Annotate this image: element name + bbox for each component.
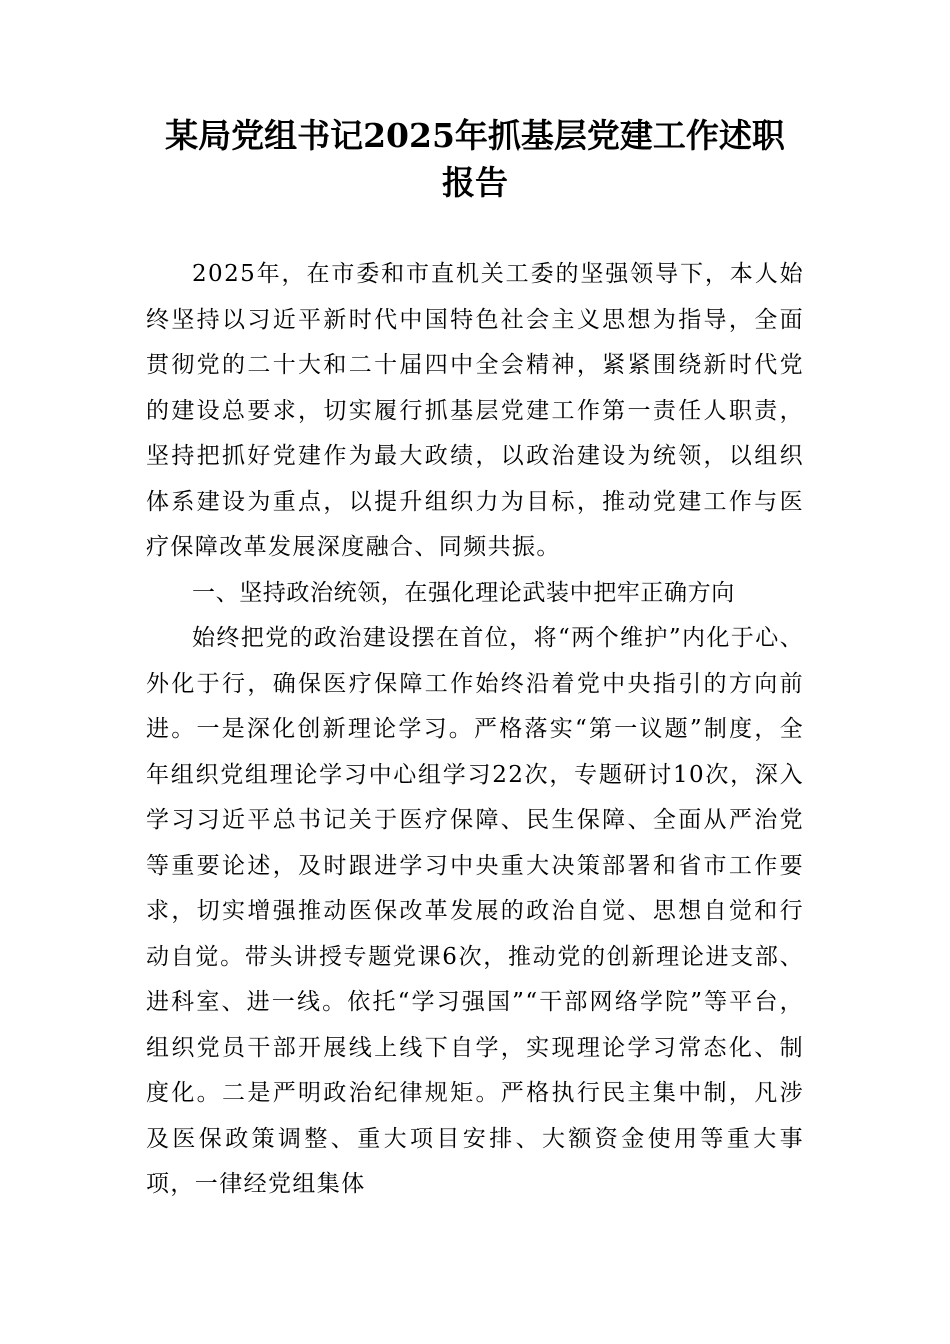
document-body — [146, 252, 804, 1208]
section-1-paragraph: 始终把党的政治建设摆在首位，将“两个维护”内化于心、外化于行，确保医疗保障工作始终沿着党中央指引的方向前进。一是深化创新理论学习。严格落实“第一议题”制度，全年组织党组理论学习中心组学习22次，专题研讨10次，深入学习习近平总书记关于医疗保障、民生保障、全面从严治党等重要论述，及时跟进学习中央重大决策部署和省市工作要求，切实增强推动医保改革发展的政治自觉、思想自觉和行动自觉。带头讲授专题党课6次，推动党的创新理论进支部、进科室、进一线。依托“学习强国”“干部网络学院”等平台，组织党员干部开展线上线下自学，实现理论学习常态化、制度化。二是严明政治纪律规矩。严格执行民主集中制，凡涉及医保政策调整、重大项目安排、大额资金使用等重大事项，一律经党组集体 — [146, 625, 804, 1197]
document-title — [140, 112, 810, 206]
intro-paragraph: 2025年，在市委和市直机关工委的坚强领导下，本人始终坚持以习近平新时代中国特色社会主义思想为指导，全面贯彻党的二十大和二十届四中全会精神，紧紧围绕新时代党的建设总要求，切实履行抓基层党建工作第一责任人职责，坚持把抓好党建作为最大政绩，以政治建设为统领，以组织体系建设为重点，以提升组织力为目标，推动党建工作与医疗保障改革发展深度融合、同频共振。 — [146, 261, 804, 560]
title-line-1: 某局党组书记2025年抓基层党建工作述职 — [165, 116, 785, 155]
title-line-2: 报告 — [442, 163, 508, 202]
section-1-heading: 一、坚持政治统领，在强化理论武装中把牢正确方向 — [192, 579, 735, 606]
